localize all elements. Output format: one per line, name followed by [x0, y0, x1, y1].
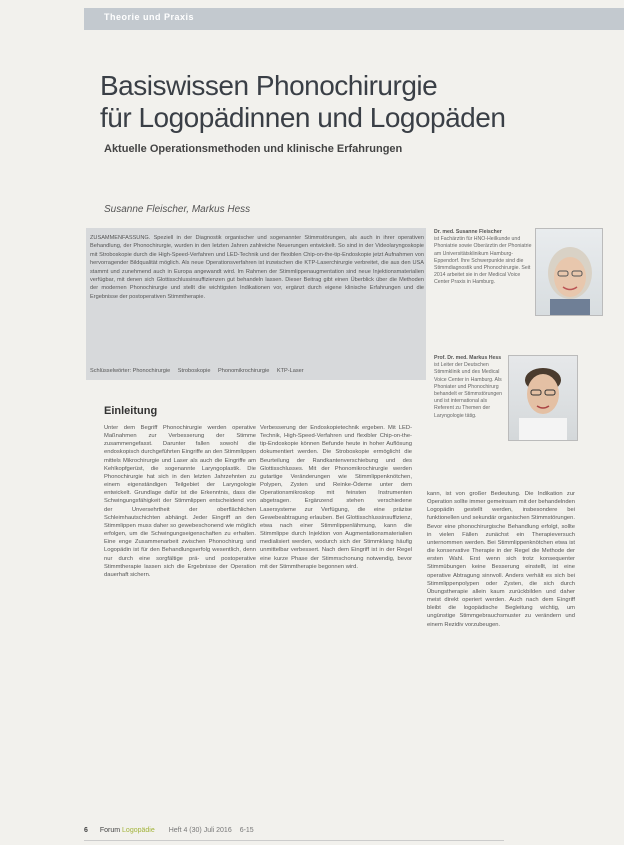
- title-line-2: für Logopädinnen und Logopäden: [100, 102, 506, 133]
- article-authors: Susanne Fleischer, Markus Hess: [104, 204, 251, 215]
- author-bio-1: [434, 229, 534, 287]
- body-column-3: kann, ist von großer Bedeutung. Die Indikation zur Operation sollte immer gemeinsam mit der behandelnden Logopädin gestellt werden, insbesondere bei funktionellen und sekundär organischen Stimmstörungen. Bevor eine phonochirurgische Behandlung erfolgt, sollte in vielen Fällen zunächst ein Therapieversuch unternommen werden. Bei Stimmlippenknötchen etwa ist die konservative Therapie in der Regel die Methode der ersten Wahl. Erst wenn sich trotz konsequenter Stimmübungen keine Besserung einstellt, ist eine operative Abtragung sinnvoll. Anders verhält es sich bei Stimmlippenpolypen oder Zysten, die sich durch Übungstherapie allein kaum zurückbilden und daher meist direkt operiert werden. Auch nach dem Eingriff bleibt die logopädische Begleitung wichtig, um ungünstige Stimmgebrauchsmuster zu verändern und einem Rezidiv vorzubeugen.: [427, 491, 575, 628]
- author-bio-1-text: ist Fachärztin für HNO-Heilkunde und Phoniatrie sowie Oberärztin der Phoniatrie am Universitätsklinikum Hamburg-Eppendorf. Ihre Schwerpunkte sind die Stimmdiagnostik und Phonochirurgie. Seit 2014 arbeitet sie in der Medical Voice Center Praxis in Hamburg.: [434, 236, 532, 286]
- keyword-1: Schlüsselwörter: Phonochirurgie: [90, 368, 171, 374]
- keyword-3: Phonomikrochirurgie: [218, 368, 270, 374]
- section-label: Theorie und Praxis: [104, 12, 195, 22]
- magazine-name-a: Forum: [99, 827, 123, 834]
- body-column-2: Verbesserung der Endoskopietechnik ergeben. Mit LED-Technik, High-Speed-Verfahren und flexibler Chip-on-the-tip-Endoskopie können Befunde heute in hoher Auflösung dokumentiert werden. Die Stroboskopie ermöglicht die Beurteilung der Randkantenverschiebung und des Glottisschlusses. Mit der Phonomikrochirurgie werden gutartige Veränderungen wie Stimmlippenknötchen, Polypen, Zysten und Reinke-Ödeme unter dem Operationsmikroskop mit feinsten Instrumenten abgetragen. Ergänzend stehen verschiedene Lasersysteme zur Verfügung, die eine präzise Gewebeabtragung erlauben. Bei Glottisschlussinsuffizienz, etwa nach einer Stimmlippenlähmung, kann die Stimmlippe durch Injektion von Augmentationsmaterialien medialisiert werden, wodurch sich der Stimmklang häufig unmittelbar verbessert. Nach dem Eingriff ist in der Regel eine kurze Phase der Stimmschonung notwendig, bevor mit der Stimmtherapie begonnen wird.: [260, 425, 412, 570]
- portrait-image: [536, 229, 602, 315]
- author-bio-2-name: Prof. Dr. med. Markus Hess: [434, 355, 502, 361]
- section-heading: Einleitung: [104, 405, 158, 417]
- author-bio-2: [434, 355, 506, 420]
- body-column-1: Unter dem Begriff Phonochirurgie werden operative Maßnahmen zur Verbesserung der Stimme zusammengefasst. Darunter fallen sowohl die endoskopisch durchgeführten Eingriffe an den Stimmlippen mittels Mikrochirurgie und Laser als auch die Eingriffe am Kehlkopfgerüst, die sogenannte Laryngoplastik. Die Phonochirurgie hat sich in den letzten Jahrzehnten zu einem eigenständigen Teilgebiet der Laryngologie entwickelt. Grundlage dafür ist die Erkenntnis, dass die Schwingungsfähigkeit der Stimmlippen entscheidend von der Unversehrtheit der oberflächlichen Schleimhautschichten abhängt. Jeder Eingriff an den Stimmlippen muss daher so gewebeschonend wie möglich erfolgen, um die Schwingungseigenschaften zu erhalten. Eine enge Zusammenarbeit zwischen Phonochirurg und Logopädin ist für den Behandlungserfolg wesentlich, denn nur durch eine sorgfältige prä- und postoperative Stimmtherapie lassen sich die Ergebnisse der Operation dauerhaft sichern.: [104, 425, 256, 578]
- author-bio-1-name: Dr. med. Susanne Fleischer: [434, 229, 502, 235]
- abstract-text: ZUSAMMENFASSUNG. Speziell in der Diagnostik organischer und sogenannter Stimmstörungen, als auch in ihrer operativen Behandlung, der Phonochirurgie, wurden in den letzten Jahren zahlreiche Neuerungen entwickelt. So sind in der Videolaryngoskopie mit Stroboskopie durch die High-Speed-Verfahren und LED-Technik und der flexiblen Chip-on-the-tip-Endoskopie jetzt Aufnahmen von hervorragender Bildqualität möglich. Als neue Operationsverfahren ist inzwischen die KTP-Laserchirurgie verbreitet, die aus den USA stammt und zunehmend auch in Europa angewandt wird. Im Rahmen der Stimmlippenaugmentation sind neue Injektionsmaterialien verfügbar, mit denen sich Glottisschlussinsuffizienzen gut behandeln lassen. Dieser Beitrag gibt einen Überblick über die Methoden der modernen Phonochirurgie und stellt die wichtigsten Indikationen vor, ergänzt durch eigene klinische Erfahrungen und die Ergebnisse der postoperativen Stimmtherapie.: [90, 235, 424, 300]
- magazine-name-b: Logopädie: [122, 827, 155, 834]
- page-range: 6-15: [239, 827, 254, 834]
- article-subtitle: Aktuelle Operationsmethoden und klinische Erfahrungen: [104, 143, 403, 155]
- keywords: [90, 368, 424, 374]
- author-photo-hess: [508, 355, 578, 441]
- keyword-2: Stroboskopie: [177, 368, 211, 374]
- footer-divider: [84, 840, 504, 841]
- page-footer: [84, 827, 254, 834]
- author-photo-fleischer: [535, 228, 603, 316]
- author-bio-2-text: ist Leiter der Deutschen Stimmklinik und des Medical Voice Center in Hamburg. Als Phoniater und Phonochirurg behandelt er Stimmstörungen und ist international als Referent zu Themen der Laryngologie tätig.: [434, 362, 503, 419]
- issue-info: Heft 4 (30) Juli 2016: [168, 827, 232, 834]
- title-line-1: Basiswissen Phonochirurgie: [100, 70, 438, 101]
- page-number: 6: [84, 827, 88, 834]
- keyword-4: KTP-Laser: [276, 368, 304, 374]
- portrait-image: [509, 356, 577, 440]
- article-title: [100, 70, 540, 134]
